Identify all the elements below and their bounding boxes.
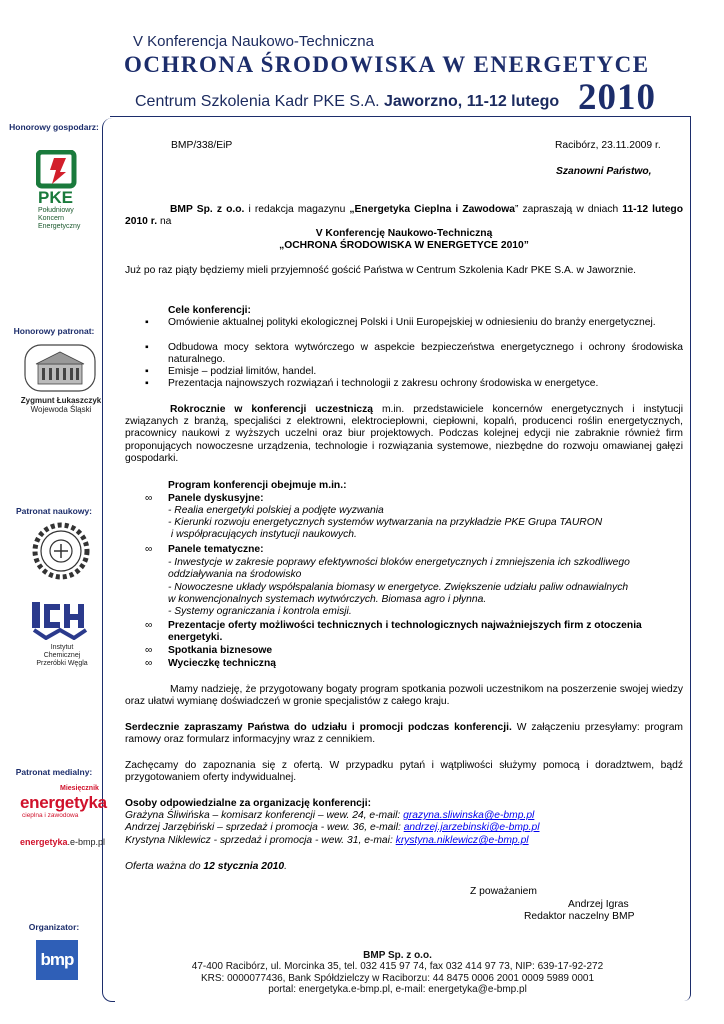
header-venue bbox=[135, 93, 559, 111]
participants-text: m.in. przedstawiciele koncernów energetycznych i instytucji związanych z branżą, specjaliści z elektrowni, elektrociepłowni, ciepłowni, kopalń, producenci roślin energetycznych, pracownicy naukowi z wyższych uczelni oraz biur projektowych. Podczas kolejnej edycji nie zabraknie również firm proponujących nowoczesne urządzenia, technologie i rozwiązania systemowe, niezbędne do rozwoju omawianej gałęzi gospodarki. bbox=[125, 404, 683, 464]
pke-name: PKE bbox=[38, 188, 73, 207]
salutation: Szanowni Państwo, bbox=[556, 166, 652, 177]
bmp-logo: bmp bbox=[36, 940, 78, 980]
para-participants bbox=[125, 404, 683, 465]
contacts-header: Osoby odpowiedzialne za organizację konferencji: bbox=[125, 798, 372, 809]
intro-company: BMP Sp. z o.o. bbox=[170, 204, 245, 215]
footer-registry: KRS: 0000077436, Bank Spółdzielczy w Raciborzu: 44 8475 0006 2001 0009 5989 0001 bbox=[200, 972, 595, 984]
building-icon bbox=[24, 344, 96, 392]
bullet-square-icon: ▪ bbox=[145, 366, 149, 377]
para-offer: Zachęcamy do zapoznania się z ofertą. W przypadku pytań i wątpliwości służymy pomocą i doradztwem, bądź przygotowaniem oferty indywidualnej. bbox=[125, 760, 683, 784]
header-subtitle: V Konferencja Naukowo-Techniczna bbox=[133, 33, 374, 50]
conf-title: „OCHRONA ŚRODOWISKA W ENERGETYCE 2010” bbox=[279, 240, 529, 251]
panel-2: - Kierunki rozwoju energetycznych systemów wytwarzania na przykładzie PKE Grupa TAURON bbox=[168, 517, 603, 528]
letter-ref: BMP/338/EiP bbox=[171, 140, 233, 151]
intro-magazine: „Energetyka Cieplna i Zawodowa bbox=[349, 204, 515, 215]
participants-lead: Rokrocznie w konferencji uczestniczą bbox=[170, 404, 374, 415]
portal-b: .e-bmp.pl bbox=[67, 837, 106, 847]
patron-title: Wojewoda Śląski bbox=[30, 405, 92, 414]
contact-1 bbox=[125, 810, 683, 822]
contact-3 bbox=[125, 835, 683, 847]
theme-3: - Nowoczesne układy współspalania biomasy w energetyce. Zwiększenie udziału paliw odnawialnych bbox=[168, 582, 629, 593]
patron-label: Honorowy patronat: bbox=[13, 326, 95, 336]
ichpw-logo bbox=[30, 600, 90, 645]
contact-1-email[interactable]: grazyna.sliwinska@e-bmp.pl bbox=[403, 810, 535, 821]
pke-desc-3: Energetyczny bbox=[38, 223, 81, 230]
venue-date: Jaworzno, 11-12 lutego bbox=[384, 93, 560, 110]
themes-header: Panele tematyczne: bbox=[168, 544, 264, 555]
portal-logo bbox=[20, 837, 105, 847]
footer-portal: portal: energetyka.e-bmp.pl, e-mail: energetyka@e-bmp.pl bbox=[268, 983, 527, 995]
para-hope: Mamy nadzieję, że przygotowany bogaty program spotkania pozwoli uczestnikom na poszerzenie swojej wiedzy oraz ułatwi wymianę doświadczeń w gronie specjalistów z całego kraju. bbox=[125, 684, 683, 708]
bullet-infinity-icon: ∞ bbox=[145, 493, 153, 504]
contact-3-email[interactable]: krystyna.niklewicz@e-bmp.pl bbox=[395, 835, 529, 846]
theme-1: - Inwestycje w zakresie poprawy efektywności bloków energetycznych i zmniejszenia ich szkodliwego bbox=[168, 557, 630, 568]
pke-logo-mark bbox=[36, 150, 80, 190]
bullet-square-icon: ▪ bbox=[145, 342, 149, 353]
portal-a: energetyka bbox=[20, 837, 68, 847]
bullet-infinity-icon: ∞ bbox=[145, 620, 153, 631]
ichpw-desc-3: Przeróbki Węgla bbox=[36, 660, 88, 667]
goal-4: Prezentacja najnowszych rozwiązań i technologii z zakresu ochrony środowiska w energetyce. bbox=[168, 378, 599, 389]
university-seal bbox=[32, 522, 90, 585]
org-label: Organizator: bbox=[28, 922, 80, 932]
goal-2: Odbudowa mocy sektora wytwórczego w aspekcie bezpieczeństwa energetycznego i ochrony środowiska naturalnego. bbox=[168, 342, 683, 366]
header-year: 2010 bbox=[578, 77, 656, 118]
pke-desc-2: Koncern bbox=[38, 215, 65, 222]
ichpw-desc bbox=[24, 644, 100, 668]
footer-company: BMP Sp. z o.o. bbox=[363, 950, 432, 961]
bullet-square-icon: ▪ bbox=[145, 317, 149, 328]
patron-name: Zygmunt Łukaszczyk bbox=[20, 396, 102, 405]
goal-3: Emisje – podział limitów, handel. bbox=[168, 366, 317, 377]
letter-date: Racibórz, 23.11.2009 r. bbox=[555, 140, 661, 151]
ichpw-desc-1: Instytut bbox=[50, 644, 74, 651]
theme-2: oddziaływania na środowisko bbox=[168, 569, 302, 580]
validity-text: Oferta ważna do bbox=[125, 861, 204, 872]
footer-address: 47-400 Racibórz, ul. Morcinka 35, tel. 032 415 97 74, fax 032 414 97 73, NIP: 639-17-92-272 bbox=[191, 961, 604, 973]
intro-text-2: ” zapraszają w dniach bbox=[514, 204, 623, 215]
signer-title: Redaktor naczelny BMP bbox=[524, 911, 635, 922]
contact-2-email[interactable]: andrzej.jarzebinski@e-bmp.pl bbox=[403, 822, 540, 833]
signer-name: Andrzej Igras bbox=[568, 899, 629, 910]
intro-paragraph bbox=[125, 204, 683, 228]
ichpw-desc-2: Chemicznej bbox=[43, 652, 81, 659]
panel-1: - Realia energetyki polskiej a podjęte wyzwania bbox=[168, 505, 384, 516]
contact-3-text: Krystyna Niklewicz - sprzedaż i promocja - wew. 31, e-mai: bbox=[125, 835, 396, 846]
panel-3 bbox=[168, 529, 357, 540]
para-intro: Już po raz piąty będziemy mieli przyjemność gościć Państwa w Centrum Szkolenia Kadr PKE S.A. w Jaworznie. bbox=[125, 265, 637, 276]
frame-right bbox=[684, 116, 691, 1001]
contact-2-text: Andrzej Jarzębiński – sprzedaż i promocja - wew. 36, e-mail: bbox=[125, 822, 404, 833]
header-rule bbox=[110, 116, 690, 117]
magazine-small: Miesięcznik bbox=[60, 785, 99, 792]
magazine-name: energetyka bbox=[20, 793, 107, 812]
theme-5: - Systemy ograniczania i kontrola emisji. bbox=[168, 606, 352, 617]
closing: Z poważaniem bbox=[470, 886, 537, 897]
intro-dates: 11-12 lutego 2010 r. bbox=[125, 204, 684, 228]
contact-2 bbox=[125, 822, 683, 834]
invite-lead: Serdecznie zapraszamy Państwa do udziału i promocji podczas konferencji. bbox=[125, 722, 512, 733]
voivode-emblem bbox=[24, 344, 96, 397]
bullet-infinity-icon: ∞ bbox=[145, 658, 153, 669]
panel-3-text: i współpracujących instytucji naukowych. bbox=[168, 529, 357, 540]
pke-desc-1: Południowy bbox=[38, 207, 74, 214]
conf-name: V Konferencję Naukowo-Techniczną bbox=[315, 228, 493, 239]
goals-header: Cele konferencji: bbox=[168, 305, 251, 316]
header-title: OCHRONA ŚRODOWISKA W ENERGETYCE bbox=[124, 52, 650, 77]
intro-text-3: na bbox=[157, 216, 172, 228]
panels-header: Panele dyskusyjne: bbox=[168, 493, 264, 504]
theme-4: w konwencjonalnych systemach wytwórczych. Biomasa agro i płynna. bbox=[168, 594, 487, 605]
magazine-sub: cieplna i zawodowa bbox=[22, 812, 79, 819]
pke-desc bbox=[38, 207, 80, 231]
presentations-1: Prezentacje oferty możliwości technicznych i technologicznych najważniejszych firm z otoczenia bbox=[168, 620, 642, 631]
media-label: Patronat medialny: bbox=[15, 767, 93, 777]
gear-seal-icon bbox=[32, 522, 90, 580]
trip: Wycieczkę techniczną bbox=[168, 658, 276, 669]
contact-1-text: Grażyna Śliwińska – komisarz konferencji – wew. 24, e-mail: bbox=[125, 810, 404, 821]
presentations-2: energetyki. bbox=[168, 632, 223, 643]
host-label: Honorowy gospodarz: bbox=[9, 122, 99, 132]
science-label: Patronat naukowy: bbox=[15, 506, 93, 516]
para-invite bbox=[125, 722, 683, 746]
bullet-square-icon: ▪ bbox=[145, 378, 149, 389]
footer bbox=[110, 950, 685, 995]
bullet-infinity-icon: ∞ bbox=[145, 544, 153, 555]
intro-text-1: i redakcja magazynu bbox=[244, 204, 350, 215]
validity bbox=[125, 861, 683, 873]
meetings: Spotkania biznesowe bbox=[168, 645, 273, 656]
validity-date: 12 stycznia 2010 bbox=[203, 861, 285, 872]
invite-text: W załączeniu przesyłamy: program ramowy oraz formularz informacyjny wraz z cennikiem. bbox=[125, 722, 683, 746]
goal-1: Omówienie aktualnej polityki ekologicznej Polski i Unii Europejskiej w odniesieniu do branży energetycznej. bbox=[168, 317, 656, 328]
venue-name: Centrum Szkolenia Kadr PKE S.A. bbox=[135, 93, 380, 110]
program-header: Program konferencji obejmuje m.in.: bbox=[168, 480, 347, 491]
bullet-infinity-icon: ∞ bbox=[145, 645, 153, 656]
ichpw-mark-icon bbox=[30, 600, 90, 640]
validity-dot: . bbox=[284, 861, 288, 872]
